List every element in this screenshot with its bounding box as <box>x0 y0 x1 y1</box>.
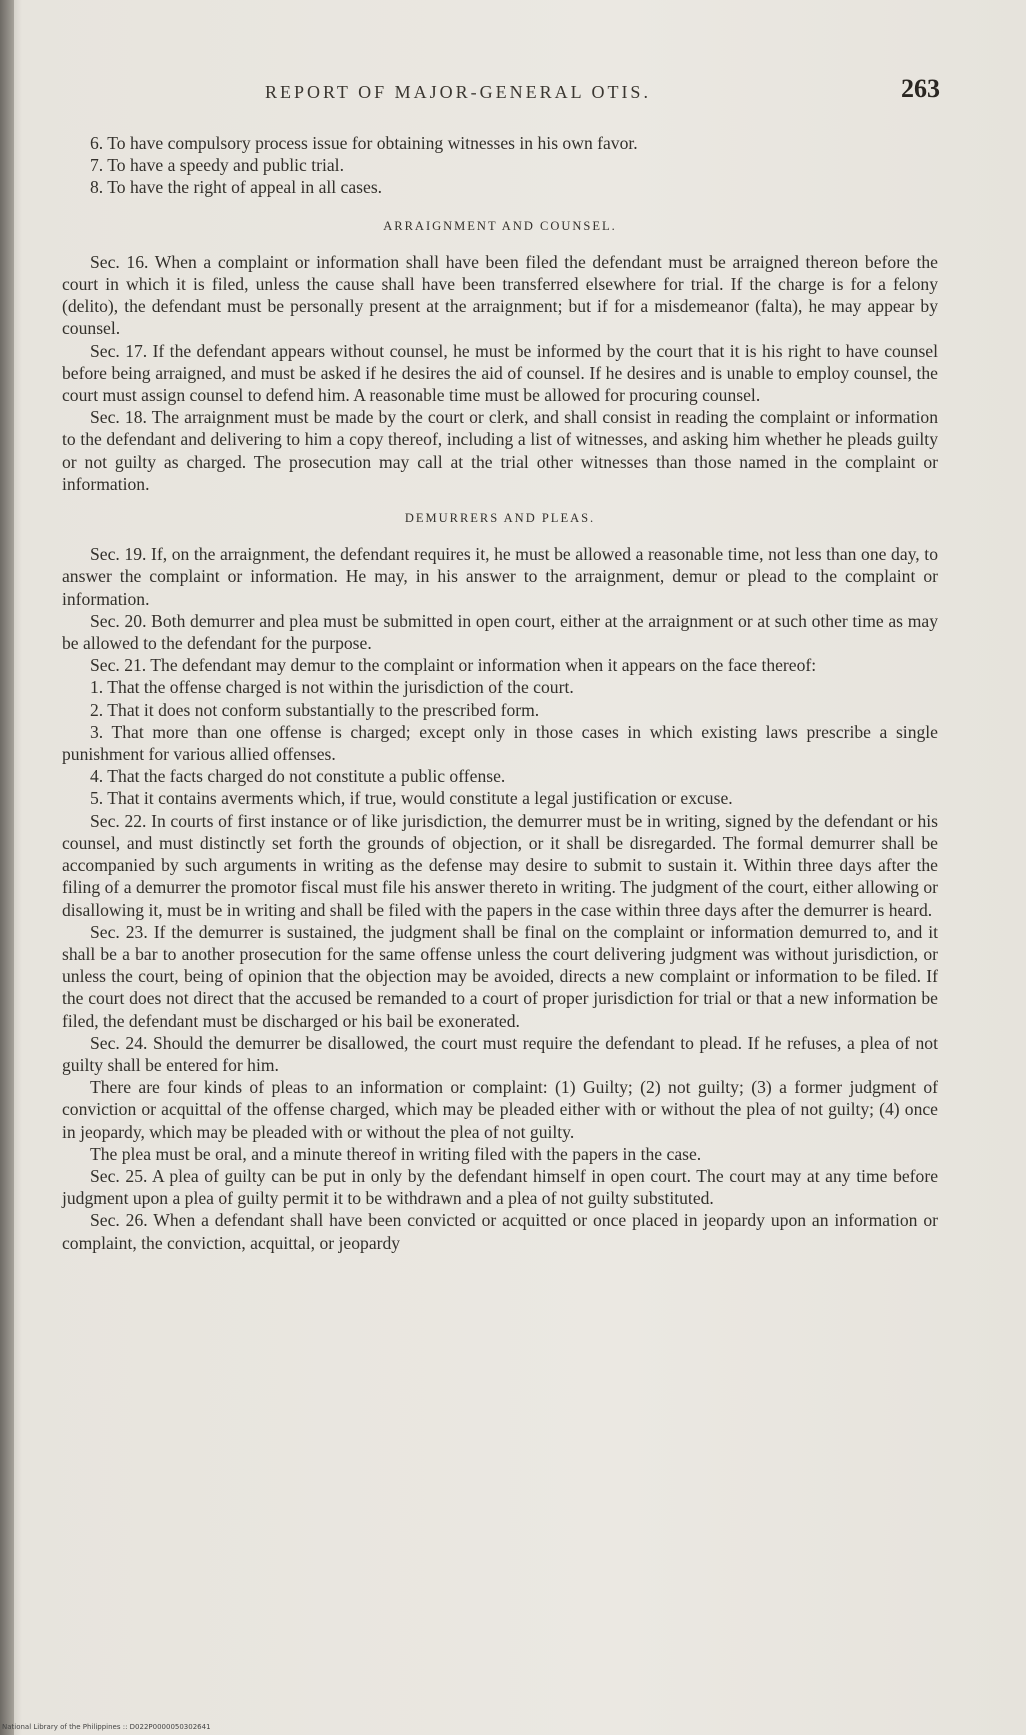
rights-item: 8. To have the right of appeal in all cases. <box>90 177 383 198</box>
section-20: Sec. 20. Both demurrer and plea must be submitted in open court, either at the arraignment or at such other time as may be allowed to the defendant for the purpose. <box>62 610 938 654</box>
book-gutter <box>0 0 14 1735</box>
heading-arraignment: ARRAIGNMENT AND COUNSEL. <box>383 218 617 233</box>
section-24: Sec. 24. Should the demurrer be disallowed, the court must require the defendant to plead. If he refuses, a plea of not guilty shall be entered for him. <box>62 1032 938 1075</box>
section-23: Sec. 23. If the demurrer is sustained, the judgment shall be final on the complaint or information demurred to, and it shall be a bar to another prosecution for the same offense unless the court delivering judgment was without jurisdiction, or unless the court, being of opinion that the objection may be avoided, directs a new complaint or information to be filed. If the court does not direct that the accused be remanded to a court of proper jurisdiction for trial or that a new information be filed, the defendant must be discharged or his bail be exonerated. <box>62 921 938 1031</box>
running-head: REPORT OF MAJOR-GENERAL OTIS. <box>265 82 651 102</box>
library-credit: National Library of the Philippines :: D022P0000050302641 <box>2 1723 211 1731</box>
heading-demurrers: DEMURRERS AND PLEAS. <box>404 511 596 526</box>
section-19: Sec. 19. If, on the arraignment, the defendant requires it, he must be allowed a reasonable time, not less than one day, to answer the complaint or information. He may, in his answer to the arraignment, demur or plead to the complaint or information. <box>62 544 938 609</box>
section-26: Sec. 26. When a defendant shall have been convicted or acquitted or once placed in jeopardy upon an information or complaint, the conviction, acquittal, or jeopardy <box>62 1210 938 1253</box>
demurrer-ground: 5. That it contains averments which, if true, would constitute a legal justification or excuse. <box>90 788 733 809</box>
demurrer-ground: 4. That the facts charged do not constitute a public offense. <box>90 766 506 787</box>
section-18: Sec. 18. The arraignment must be made by the court or clerk, and shall consist in reading the complaint or information to the defendant and delivering to him a copy thereof, including a list of witnesses, and asking him whether he pleads guilty or not guilty as charged. The prosecution may call at the trial other witnesses than those named in the complaint or information. <box>62 407 938 494</box>
section-25: Sec. 25. A plea of guilty can be put in only by the defendant himself in open court. The court may at any time before judgment upon a plea of guilty permit it to be withdrawn and a plea of not guilty substituted. <box>62 1165 938 1209</box>
rights-item: 6. To have compulsory process issue for obtaining witnesses in his own favor. <box>90 133 638 153</box>
demurrer-ground: 3. That more than one offense is charged; except only in those cases in which existing laws prescribe a single punishment for various allied offenses. <box>62 721 938 765</box>
section-17: Sec. 17. If the defendant appears without counsel, he must be informed by the court that it is his right to have counsel before being arraigned, and must be asked if he desires the aid of counsel. If he desires and is unable to employ counsel, the court must assign counsel to defend him. A reasonable time must be allowed for procuring counsel. <box>62 340 938 406</box>
rights-list <box>62 132 938 199</box>
page-number: 263 <box>901 74 940 103</box>
oral-plea: The plea must be oral, and a minute thereof in writing filed with the papers in the case. <box>90 1143 702 1164</box>
demurrer-ground: 1. That the offense charged is not within the jurisdiction of the court. <box>90 677 574 698</box>
demurrer-ground: 2. That it does not conform substantially to the prescribed form. <box>90 699 540 720</box>
section-21: Sec. 21. The defendant may demur to the complaint or information when it appears on the face thereof: <box>90 655 817 676</box>
kinds-of-pleas: There are four kinds of pleas to an information or complaint: (1) Guilty; (2) not guilty; (3) a former judgment of conviction or acquittal of the offense charged, which may be pleaded either with or without the plea of not guilty; (4) once in jeopardy, which may be pleaded with or without the plea of not guilty. <box>62 1077 938 1142</box>
section-16: Sec. 16. When a complaint or information shall have been filed the defendant must be arraigned thereon before the court in which it is filed, unless the cause shall have been transferred elsewhere for trial. If the charge is for a felony (delito), the defendant must be personally present at the arraignment; but if for a misdemeanor (falta), he may appear by counsel. <box>62 251 938 339</box>
page-header <box>60 68 940 108</box>
rights-item: 7. To have a speedy and public trial. <box>90 155 344 176</box>
section-22: Sec. 22. In courts of first instance or of like jurisdiction, the demurrer must be in writing, signed by the defendant or his counsel, and must distinctly set forth the grounds of objection, or it shall be disregarded. The formal demurrer shall be accompanied by such arguments in writing as the defense may desire to submit to sustain it. Within three days after the filing of a demurrer the promotor fiscal must file his answer thereto in writing. The judgment of the court, either allowing or disallowing it, must be in writing and shall be filed with the papers in the case within three days after the demurrer is heard. <box>62 810 938 920</box>
page-body <box>62 132 938 1254</box>
